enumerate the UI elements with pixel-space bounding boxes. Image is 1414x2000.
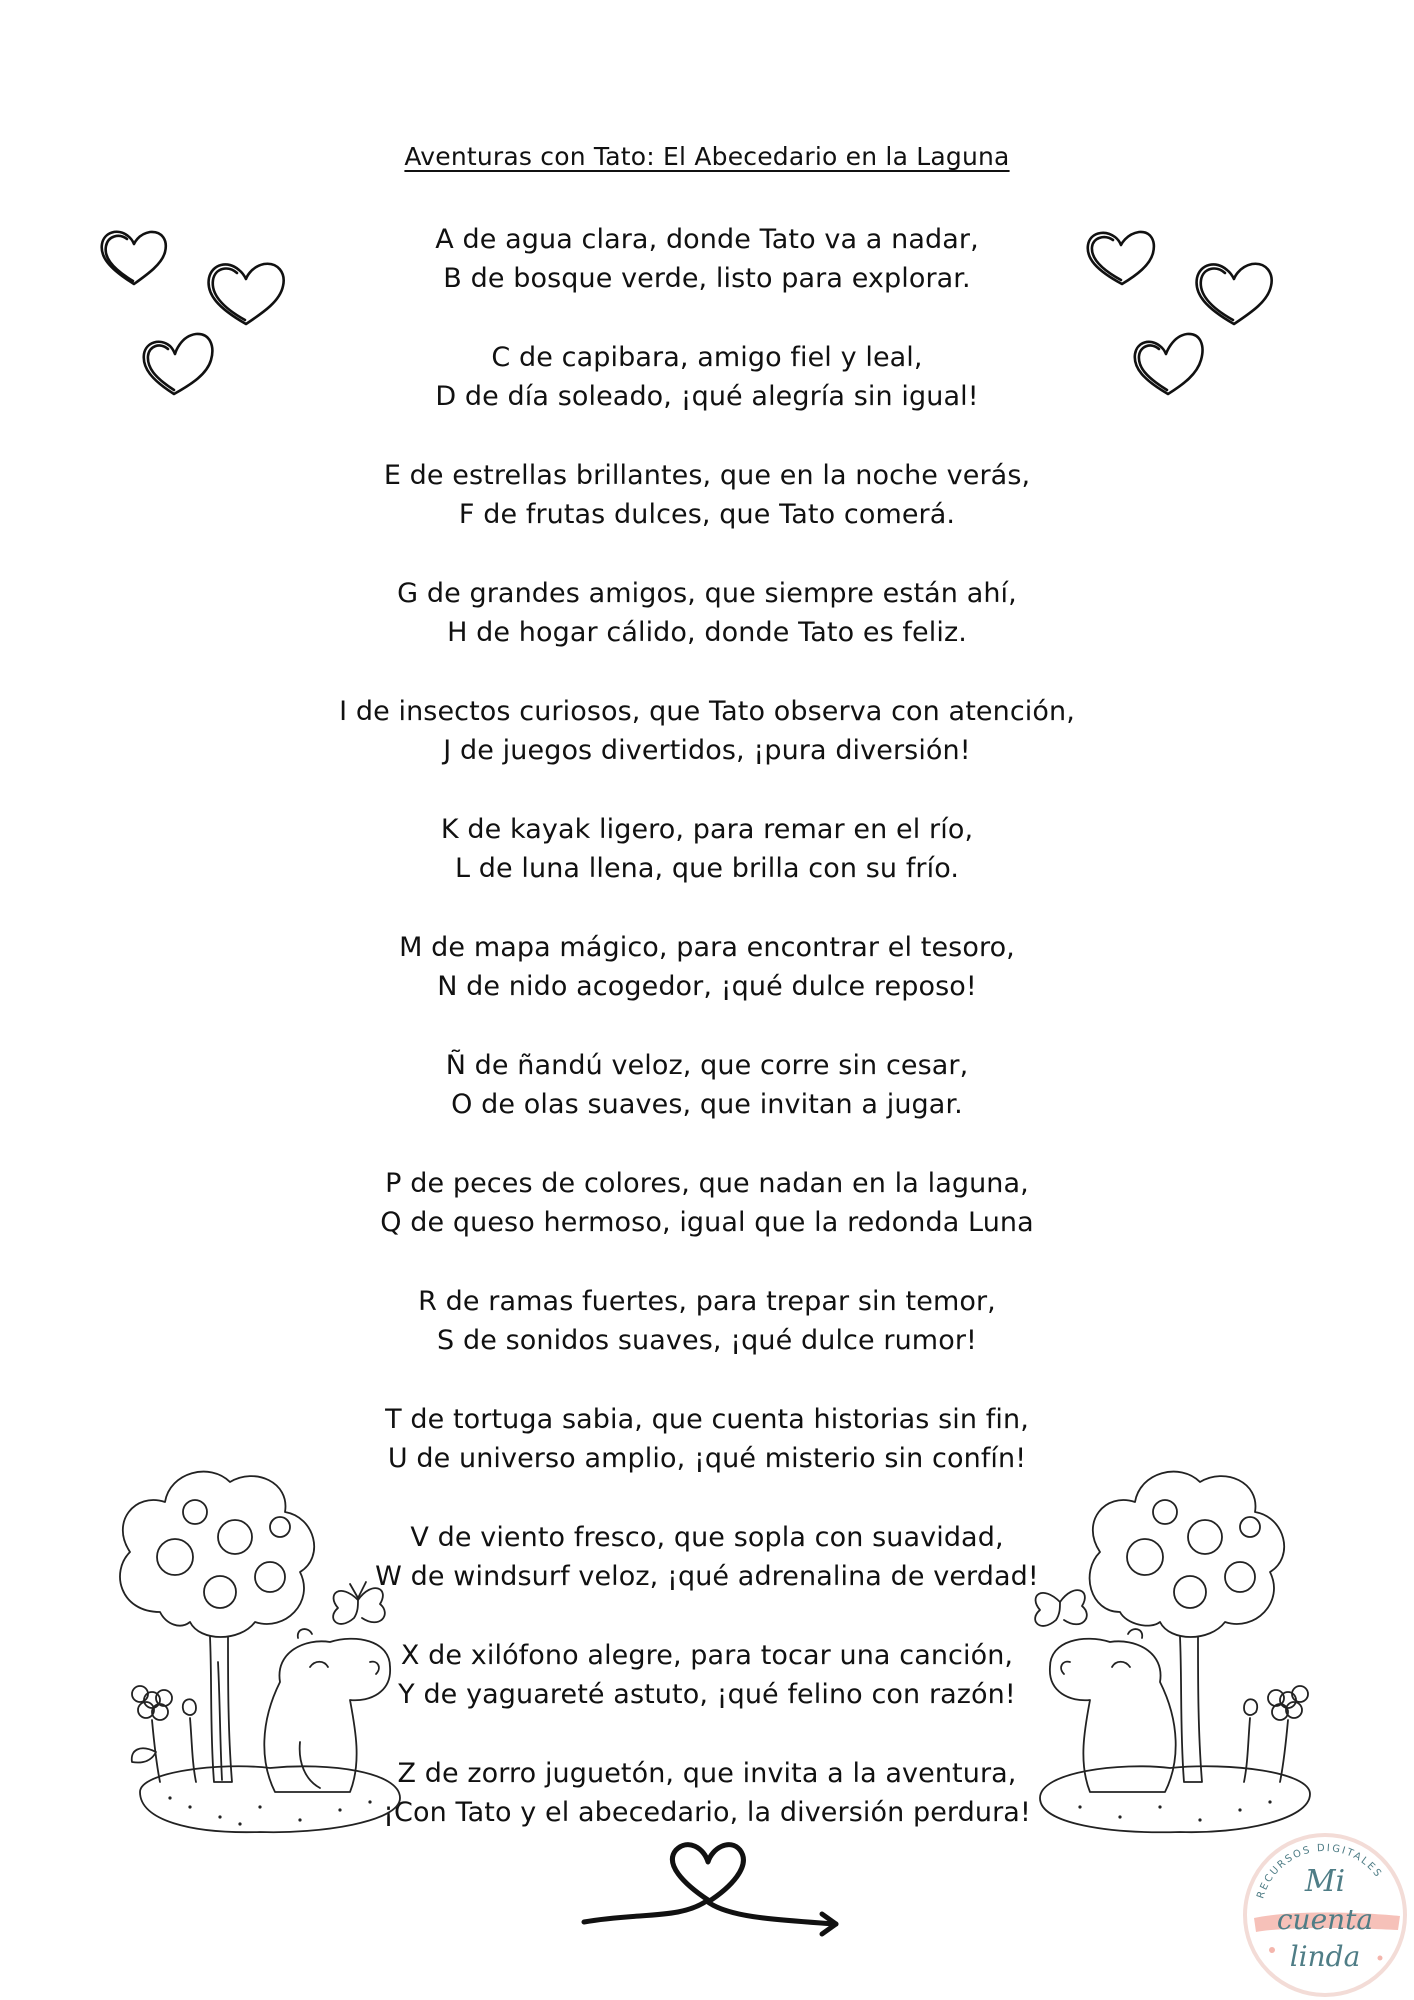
poem-line: S de sonidos suaves, ¡qué dulce rumor! [437,1325,977,1356]
heart-icon-right-1 [1084,226,1158,288]
ground-mound [140,1766,400,1832]
poem-line: N de nido acogedor, ¡qué dulce reposo! [437,971,977,1002]
poem-line: W de windsurf veloz, ¡qué adrenalina de verdad! [375,1561,1039,1592]
tree-capybara-scene-right [1020,1462,1340,1842]
poem-line: P de peces de colores, que nadan en la laguna, [385,1168,1029,1199]
poem-stanza [0,928,1414,1006]
tree-capybara-scene-left [100,1462,420,1842]
poem-stanza [0,1282,1414,1360]
poem-line: J de juegos divertidos, ¡pura diversión! [443,735,971,766]
poem-line: Ñ de ñandú veloz, que corre sin cesar, [445,1050,969,1081]
poem-line: H de hogar cálido, donde Tato es feliz. [447,617,967,648]
heart-icon-left-2 [204,256,288,328]
heart-icon-left-3 [140,330,216,398]
poem-line: U de universo amplio, ¡qué misterio sin confín! [387,1443,1027,1474]
logo-text-cuenta: cuenta [1276,1903,1374,1936]
poem-line: O de olas suaves, que invitan a jugar. [451,1089,963,1120]
poem-stanza [0,1046,1414,1124]
butterfly-icon [333,1582,385,1624]
poem-line: B de bosque verde, listo para explorar. [443,263,971,294]
poem-line: T de tortuga sabia, que cuenta historias sin fin, [385,1404,1029,1435]
poem-stanza [0,456,1414,534]
heart-icon-right-2 [1192,256,1276,328]
poem-line: R de ramas fuertes, para trepar sin temor, [418,1286,996,1317]
poem-line: E de estrellas brillantes, que en la noche verás, [383,460,1031,491]
poem-line: I de insectos curiosos, que Tato observa con atención, [339,696,1075,727]
poem-line: ¡Con Tato y el abecedario, la diversión perdura! [383,1797,1031,1828]
logo-ring-text: RECURSOS DIGITALES [1255,1842,1385,1901]
heart-arrow-icon [580,1840,840,1950]
page-title: Aventuras con Tato: El Abecedario en la Laguna [404,142,1010,171]
logo-text-mi: Mi [1304,1864,1346,1899]
brand-logo [1240,1830,1410,2000]
heart-icon-left-1 [98,226,170,288]
heart-icon-right-3 [1130,330,1206,398]
poem-line: C de capibara, amigo fiel y leal, [491,342,923,373]
tree-icon [120,1472,314,1782]
poem-line: V de viento fresco, que sopla con suavidad, [410,1522,1004,1553]
poem-line: D de día soleado, ¡qué alegría sin igual! [435,381,979,412]
poem-line: Q de queso hermoso, igual que la redonda Luna [380,1207,1034,1238]
poem-stanza [0,1164,1414,1242]
ground-mound [1040,1766,1310,1832]
butterfly-icon [1035,1590,1087,1626]
poem-stanza [0,692,1414,770]
poem-line: X de xilófono alegre, para tocar una canción, [400,1640,1014,1671]
poem-stanza [0,810,1414,888]
poem-line: Z de zorro juguetón, que invita a la aventura, [397,1758,1017,1789]
flower-icon [1244,1686,1308,1782]
poem-line: A de agua clara, donde Tato va a nadar, [435,224,979,255]
flower-icon [132,1686,196,1782]
tree-icon [1090,1472,1285,1782]
poem-line: K de kayak ligero, para remar en el río, [440,814,974,845]
logo-text-linda: linda [1289,1940,1361,1973]
poem-line: M de mapa mágico, para encontrar el tesoro, [399,932,1015,963]
poem-line: F de frutas dulces, que Tato comerá. [458,499,956,530]
poem-line: Y de yaguareté astuto, ¡qué felino con razón! [398,1679,1016,1710]
poem-line: L de luna llena, que brilla con su frío. [454,853,960,884]
poem-line: G de grandes amigos, que siempre están ahí, [397,578,1017,609]
poem-stanza [0,574,1414,652]
